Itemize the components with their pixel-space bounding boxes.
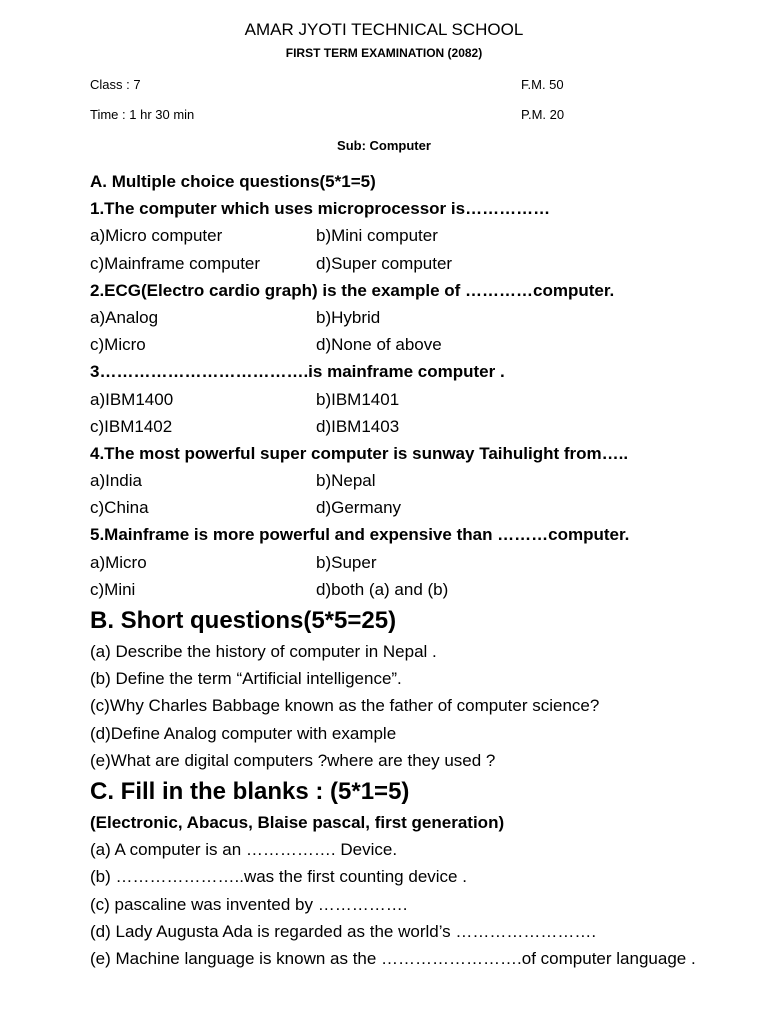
option-b: b)IBM1401	[316, 389, 400, 409]
fill-blank-item: (e) Machine language is known as the …………………….of computer language .	[90, 948, 696, 968]
fill-blank-item: (d) Lady Augusta Ada is regarded as the world’s …………………….	[90, 921, 597, 941]
exam-content	[90, 168, 740, 972]
pass-marks: P.M. 20	[521, 107, 565, 122]
section-b	[90, 603, 740, 774]
option-d: d)None of above	[316, 335, 442, 355]
short-question: (d)Define Analog computer with example	[90, 723, 397, 743]
short-question: (e)What are digital computers ?where are they used ?	[90, 750, 496, 770]
exam-title: FIRST TERM EXAMINATION (2082)	[285, 46, 483, 60]
option-b: b)Super	[316, 552, 377, 572]
options-row	[90, 386, 740, 413]
options-row	[90, 467, 740, 494]
question-text: 2.ECG(Electro cardio graph) is the example of …………computer.	[90, 280, 615, 300]
options-row	[90, 304, 740, 331]
options-row	[90, 413, 740, 440]
school-name: AMAR JYOTI TECHNICAL SCHOOL	[244, 20, 524, 39]
option-b: b)Mini computer	[316, 226, 438, 246]
option-a: a)Micro	[90, 552, 147, 572]
short-question: (a) Describe the history of computer in Nepal .	[90, 642, 437, 661]
options-row	[90, 222, 740, 249]
question-4	[90, 440, 740, 522]
option-b: b)Hybrid	[316, 307, 381, 327]
option-c: c)Mainframe computer	[90, 253, 261, 273]
options-row	[90, 576, 740, 603]
option-c: c)Micro	[90, 335, 146, 355]
section-a	[90, 168, 740, 603]
option-d: d)Super computer	[316, 253, 453, 273]
option-c: c)IBM1402	[90, 416, 173, 436]
question-text: 5.Mainframe is more powerful and expensive than ………computer.	[90, 525, 630, 545]
question-1	[90, 195, 740, 277]
subject-label: Sub: Computer	[337, 138, 431, 153]
time-label: Time : 1 hr 30 min	[90, 107, 195, 122]
question-text: 1.The computer which uses microprocessor is……………	[90, 199, 551, 219]
section-b-title: B. Short questions(5*5=25)	[90, 607, 397, 634]
option-c: c)Mini	[90, 579, 136, 599]
options-row	[90, 331, 740, 358]
question-5	[90, 521, 740, 603]
option-b: b)Nepal	[316, 471, 376, 491]
section-c	[90, 774, 740, 972]
short-question: (c)Why Charles Babbage known as the father of computer science?	[90, 696, 600, 716]
fill-blank-item: (c) pascaline was invented by …………….	[90, 894, 408, 914]
word-bank: (Electronic, Abacus, Blaise pascal, first generation)	[90, 812, 505, 832]
options-row	[90, 494, 740, 521]
section-c-title: C. Fill in the blanks : (5*1=5)	[90, 777, 410, 805]
options-row	[90, 549, 740, 576]
question-text: 3……………………………….is mainframe computer .	[90, 362, 505, 382]
question-text: 4.The most powerful super computer is sunway Taihulight from…..	[90, 443, 629, 463]
short-question: (b) Define the term “Artificial intelligence”.	[90, 669, 402, 689]
options-row	[90, 250, 740, 277]
question-3	[90, 358, 740, 440]
fill-blank-item: (b) …………………..was the first counting device .	[90, 867, 467, 887]
option-a: a)India	[90, 471, 142, 491]
option-c: c)China	[90, 498, 149, 518]
section-a-title: A. Multiple choice questions(5*1=5)	[90, 172, 376, 191]
option-d: d)Germany	[316, 498, 402, 518]
option-d: d)both (a) and (b)	[316, 579, 449, 599]
option-d: d)IBM1403	[316, 416, 400, 436]
fill-blank-item: (a) A computer is an ……………. Device.	[90, 840, 398, 860]
option-a: a)Micro computer	[90, 226, 223, 246]
option-a: a)Analog	[90, 307, 159, 327]
question-2	[90, 277, 740, 359]
full-marks: F.M. 50	[521, 77, 564, 92]
option-a: a)IBM1400	[90, 389, 174, 409]
class-label: Class : 7	[90, 77, 141, 92]
